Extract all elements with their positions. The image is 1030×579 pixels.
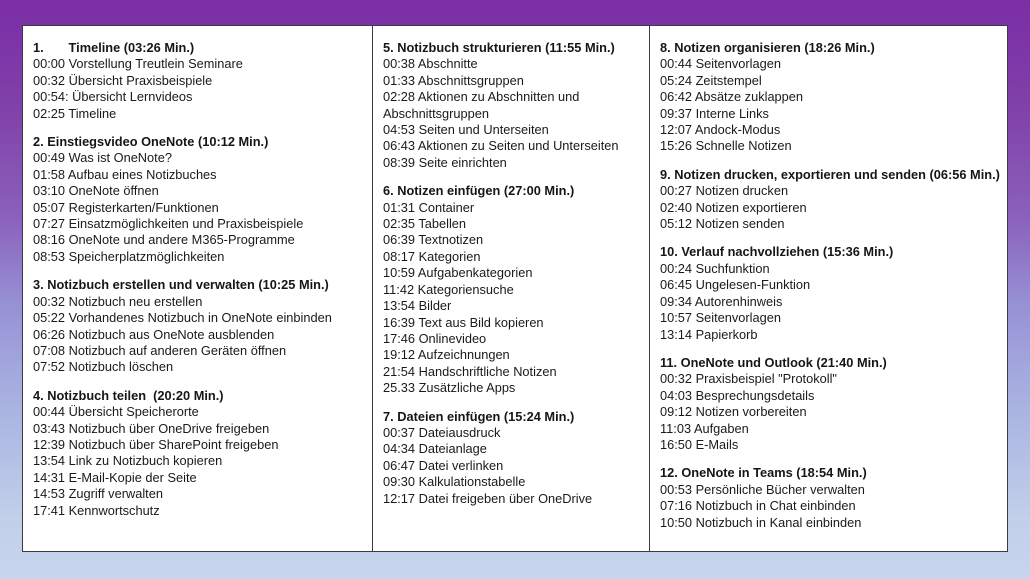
timeline-entry [383, 331, 641, 347]
section-title: 4. Notizbuch teilen (20:20 Min.) [33, 387, 224, 403]
entry-label: Text aus Bild kopieren [418, 314, 544, 330]
entry-timestamp: 13:54 [383, 298, 416, 314]
entry-label: Aktionen zu Abschnitten und Abschnittsgruppen [383, 89, 580, 121]
entry-label: Handschriftliche Notizen [418, 363, 557, 379]
entry-timestamp: 03:10 [33, 183, 66, 199]
entry-timestamp: 04:03 [660, 387, 693, 403]
timeline-entry [33, 216, 364, 232]
timeline-entry [660, 437, 999, 453]
entry-timestamp: 06:39 [383, 232, 416, 248]
entry-timestamp: 00:37 [383, 424, 416, 440]
entry-label: E-Mail-Kopie der Seite [68, 469, 197, 485]
section-title: 3. Notizbuch erstellen und verwalten (10:25 Min.) [33, 277, 329, 293]
timeline-entry [33, 106, 364, 122]
entry-timestamp: 05:22 [33, 310, 66, 326]
timeline-entry [660, 482, 999, 498]
entry-timestamp: 05:12 [660, 216, 693, 232]
entry-timestamp: 00:49 [33, 150, 66, 166]
timeline-entry [383, 265, 641, 281]
entry-label: Seiten und Unterseiten [418, 122, 549, 138]
entry-timestamp: 00:38 [383, 56, 416, 72]
section-title: 8. Notizen organisieren (18:26 Min.) [660, 40, 875, 55]
timeline-entry [660, 404, 999, 420]
entry-label: Seitenvorlagen [695, 56, 781, 72]
entry-timestamp: 09:30 [383, 474, 416, 490]
entry-label: Notizbuch auf anderen Geräten öffnen [68, 342, 287, 358]
entry-label: Notizbuch über OneDrive freigeben [68, 420, 270, 436]
entry-label: Kalkulationstabelle [418, 474, 526, 490]
entry-timestamp: 11:03 [660, 420, 692, 436]
timeline-section [383, 40, 641, 171]
column-1 [23, 26, 372, 551]
entry-label: Dateianlage [418, 441, 487, 457]
entry-timestamp: 13:54 [33, 453, 66, 469]
timeline-entry [660, 56, 999, 72]
section-title: 1. Timeline (03:26 Min.) [33, 40, 195, 55]
entry-timestamp: 03:43 [33, 420, 66, 436]
entry-label: Schnelle Notizen [695, 138, 792, 154]
timeline-section [33, 40, 364, 122]
timeline-entry [660, 498, 999, 514]
entry-label: Vorstellung Treutlein Seminare [68, 56, 243, 72]
entry-label: Kennwortschutz [68, 502, 160, 518]
entry-label: Aufgabenkategorien [417, 265, 533, 281]
entry-timestamp: 12:39 [33, 436, 66, 452]
entry-label: Was ist OneNote? [68, 150, 172, 166]
entry-label: Onlinevideo [418, 330, 487, 346]
entry-label: Übersicht Lernvideos [72, 89, 193, 105]
entry-timestamp: 02:40 [660, 199, 693, 215]
timeline-entry [33, 200, 364, 216]
timeline-section [660, 465, 999, 531]
timeline-entry [660, 216, 999, 232]
entry-label: Notizen exportieren [695, 199, 807, 215]
entry-timestamp: 12:07 [660, 122, 693, 138]
timeline-entry [383, 380, 641, 396]
timeline-card [22, 25, 1008, 552]
entry-label: Autorenhinweis [694, 293, 783, 309]
timeline-entry [383, 441, 641, 457]
entry-label: Dateiausdruck [418, 424, 501, 440]
entry-label: Besprechungsdetails [695, 387, 815, 403]
entry-timestamp: 06:47 [383, 457, 416, 473]
entry-timestamp: 14:53 [33, 486, 66, 502]
entry-timestamp: 16:39 [383, 314, 416, 330]
entry-timestamp: 09:12 [660, 404, 693, 420]
timeline-entry [383, 282, 641, 298]
entry-label: Notizbuch neu erstellen [68, 293, 203, 309]
entry-label: Aufbau eines Notizbuches [67, 166, 217, 182]
entry-timestamp: 17:46 [383, 330, 416, 346]
entry-timestamp: 07:27 [33, 216, 66, 232]
timeline-entry [383, 425, 641, 441]
timeline-section [383, 409, 641, 507]
timeline-entry [660, 106, 999, 122]
timeline-entry [660, 122, 999, 138]
entry-label: Notizen drucken [695, 183, 789, 199]
section-title: 11. OneNote und Outlook (21:40 Min.) [660, 354, 887, 370]
entry-label: Persönliche Bücher verwalten [695, 481, 865, 497]
timeline-entry [660, 515, 999, 531]
entry-timestamp: 04:53 [383, 122, 416, 138]
timeline-entry [33, 89, 364, 105]
entry-label: Link zu Notizbuch kopieren [68, 453, 223, 469]
entry-timestamp: 17:41 [33, 502, 66, 518]
entry-timestamp: 02:28 [383, 89, 416, 105]
entry-label: Textnotizen [418, 232, 484, 248]
entry-label: Aufgaben [693, 420, 749, 436]
timeline-entry [33, 150, 364, 166]
section-title: 7. Dateien einfügen (15:24 Min.) [383, 408, 575, 424]
timeline-entry [660, 327, 999, 343]
entry-timestamp: 13:14 [660, 326, 693, 342]
entry-label: E-Mails [695, 436, 739, 452]
timeline-entry [33, 359, 364, 375]
timeline-entry [33, 470, 364, 486]
timeline-section [660, 244, 999, 342]
timeline-entry [383, 155, 641, 171]
entry-label: Notizbuch in Chat einbinden [695, 498, 856, 514]
timeline-entry [33, 421, 364, 437]
entry-timestamp: 08:39 [383, 154, 416, 170]
entry-timestamp: 07:08 [33, 342, 66, 358]
timeline-section [33, 388, 364, 519]
timeline-entry [383, 491, 641, 507]
timeline-entry [383, 249, 641, 265]
entry-label: Kategorien [418, 248, 481, 264]
entry-label: Datei verlinken [418, 457, 504, 473]
entry-label: Bilder [418, 298, 452, 314]
entry-timestamp: 02:25 [33, 105, 66, 121]
timeline-entry [383, 364, 641, 380]
entry-timestamp: 02:35 [383, 216, 416, 232]
entry-timestamp: 00:00 [33, 56, 66, 72]
timeline-entry [33, 404, 364, 420]
entry-timestamp: 25.33 [383, 380, 416, 396]
entry-label: Übersicht Praxisbeispiele [68, 72, 213, 88]
timeline-entry [660, 421, 999, 437]
timeline-entry [33, 294, 364, 310]
entry-timestamp: 14:31 [33, 469, 66, 485]
entry-label: Speicherplatzmöglichkeiten [68, 248, 225, 264]
entry-timestamp: 21:54 [383, 363, 416, 379]
entry-timestamp: 01:58 [33, 166, 66, 182]
entry-timestamp: 16:50 [660, 436, 693, 452]
entry-label: OneNote öffnen [68, 183, 159, 199]
entry-timestamp: 00:32 [660, 371, 693, 387]
entry-timestamp: 08:17 [383, 248, 416, 264]
timeline-entry [660, 183, 999, 199]
entry-timestamp: 06:43 [383, 138, 416, 154]
entry-timestamp: 11:42 [383, 281, 415, 297]
timeline-entry [33, 232, 364, 248]
timeline-entry [660, 138, 999, 154]
timeline-entry [660, 73, 999, 89]
timeline-entry [383, 474, 641, 490]
timeline-entry [660, 261, 999, 277]
timeline-entry [383, 122, 641, 138]
entry-timestamp: 05:07 [33, 199, 66, 215]
entry-label: Aktionen zu Seiten und Unterseiten [417, 138, 619, 154]
timeline-entry [383, 315, 641, 331]
timeline-entry [383, 458, 641, 474]
timeline-entry [33, 503, 364, 519]
entry-label: OneNote und andere M365-Programme [68, 232, 295, 248]
entry-label: Tabellen [418, 216, 467, 232]
entry-label: Vorhandenes Notizbuch in OneNote einbinden [68, 310, 332, 326]
entry-timestamp: 09:34 [660, 293, 693, 309]
section-title: 12. OneNote in Teams (18:54 Min.) [660, 465, 867, 481]
entry-label: Notizbuch aus OneNote ausblenden [68, 326, 275, 342]
timeline-entry [33, 167, 364, 183]
timeline-entry [33, 343, 364, 359]
timeline-entry [660, 371, 999, 387]
entry-timestamp: 00:32 [33, 293, 66, 309]
entry-label: Aufzeichnungen [417, 347, 510, 363]
entry-timestamp: 00:44 [33, 404, 66, 420]
entry-label: Übersicht Speicherorte [68, 404, 199, 420]
section-title: 2. Einstiegsvideo OneNote (10:12 Min.) [33, 134, 269, 150]
timeline-section [33, 277, 364, 375]
entry-timestamp: 06:42 [660, 89, 693, 105]
section-title: 6. Notizen einfügen (27:00 Min.) [383, 183, 575, 199]
section-title: 9. Notizen drucken, exportieren und senden (06:56 Min.) [660, 166, 1000, 182]
timeline-entry [33, 249, 364, 265]
entry-label: Absätze zuklappen [694, 89, 804, 105]
entry-label: Notizbuch löschen [68, 359, 174, 375]
entry-timestamp: 00:24 [660, 260, 693, 276]
entry-timestamp: 00:53 [660, 481, 693, 497]
timeline-entry [383, 73, 641, 89]
timeline-section [660, 40, 999, 155]
column-2 [372, 26, 649, 551]
entry-label: Interne Links [695, 105, 769, 121]
entry-label: Kategoriensuche [417, 281, 514, 297]
entry-label: Datei freigeben über OneDrive [418, 490, 593, 506]
entry-timestamp: 09:37 [660, 105, 693, 121]
entry-label: Registerkarten/Funktionen [68, 199, 219, 215]
entry-timestamp: 10:57 [660, 310, 693, 326]
timeline-entry [660, 89, 999, 105]
timeline-entry [33, 437, 364, 453]
column-3 [649, 26, 1007, 551]
entry-label: Container [418, 199, 475, 215]
section-title: 5. Notizbuch strukturieren (11:55 Min.) [383, 40, 615, 55]
entry-timestamp: 05:24 [660, 72, 693, 88]
timeline-entry [383, 216, 641, 232]
entry-label: Abschnittsgruppen [417, 72, 524, 88]
entry-label: Papierkorb [695, 326, 758, 342]
timeline-section [33, 134, 364, 265]
entry-timestamp: 08:16 [33, 232, 66, 248]
timeline-entry [660, 388, 999, 404]
timeline-entry [383, 138, 641, 154]
timeline-entry [33, 327, 364, 343]
timeline-entry [33, 486, 364, 502]
timeline-entry [33, 73, 364, 89]
entry-timestamp: 00:32 [33, 72, 66, 88]
entry-timestamp: 00:44 [660, 56, 693, 72]
entry-label: Notizbuch in Kanal einbinden [695, 514, 862, 530]
timeline-entry [33, 453, 364, 469]
entry-label: Andock-Modus [694, 122, 781, 138]
entry-timestamp: 12:17 [383, 490, 416, 506]
entry-label: Notizbuch über SharePoint freigeben [68, 436, 279, 452]
timeline-entry [660, 310, 999, 326]
entry-timestamp: 08:53 [33, 248, 66, 264]
timeline-entry [383, 200, 641, 216]
entry-timestamp: 15:26 [660, 138, 693, 154]
timeline-entry [383, 232, 641, 248]
entry-timestamp: 19:12 [383, 347, 416, 363]
timeline-entry [660, 294, 999, 310]
entry-label: Ungelesen-Funktion [695, 277, 811, 293]
entry-timestamp: 00:54: [33, 89, 69, 105]
entry-timestamp: 01:31 [383, 199, 416, 215]
entry-label: Notizen senden [695, 216, 785, 232]
timeline-entry [383, 298, 641, 314]
timeline-entry [383, 347, 641, 363]
timeline-section [383, 183, 641, 396]
timeline-entry [383, 56, 641, 72]
entry-timestamp: 06:26 [33, 326, 66, 342]
entry-label: Abschnitte [417, 56, 478, 72]
timeline-entry [33, 310, 364, 326]
timeline-section [660, 167, 999, 233]
entry-label: Zugriff verwalten [68, 486, 163, 502]
entry-label: Seite einrichten [418, 154, 507, 170]
entry-timestamp: 10:50 [660, 514, 693, 530]
entry-label: Einsatzmöglichkeiten und Praxisbeispiele [68, 216, 304, 232]
entry-timestamp: 07:16 [660, 498, 693, 514]
section-title: 10. Verlauf nachvollziehen (15:36 Min.) [660, 244, 894, 260]
entry-label: Suchfunktion [695, 260, 770, 276]
entry-timestamp: 04:34 [383, 441, 416, 457]
entry-timestamp: 01:33 [383, 72, 416, 88]
entry-timestamp: 10:59 [383, 265, 416, 281]
entry-label: Zeitstempel [695, 72, 762, 88]
timeline-entry [383, 89, 641, 122]
timeline-entry [33, 56, 364, 72]
entry-label: Zusätzliche Apps [418, 380, 516, 396]
timeline-section [660, 355, 999, 453]
entry-label: Praxisbeispiel "Protokoll" [695, 371, 837, 387]
timeline-entry [33, 183, 364, 199]
entry-timestamp: 00:27 [660, 183, 693, 199]
timeline-entry [660, 277, 999, 293]
entry-label: Seitenvorlagen [695, 310, 781, 326]
entry-timestamp: 07:52 [33, 359, 66, 375]
entry-label: Timeline [68, 105, 117, 121]
entry-timestamp: 06:45 [660, 277, 693, 293]
entry-label: Notizen vorbereiten [695, 404, 807, 420]
timeline-entry [660, 200, 999, 216]
